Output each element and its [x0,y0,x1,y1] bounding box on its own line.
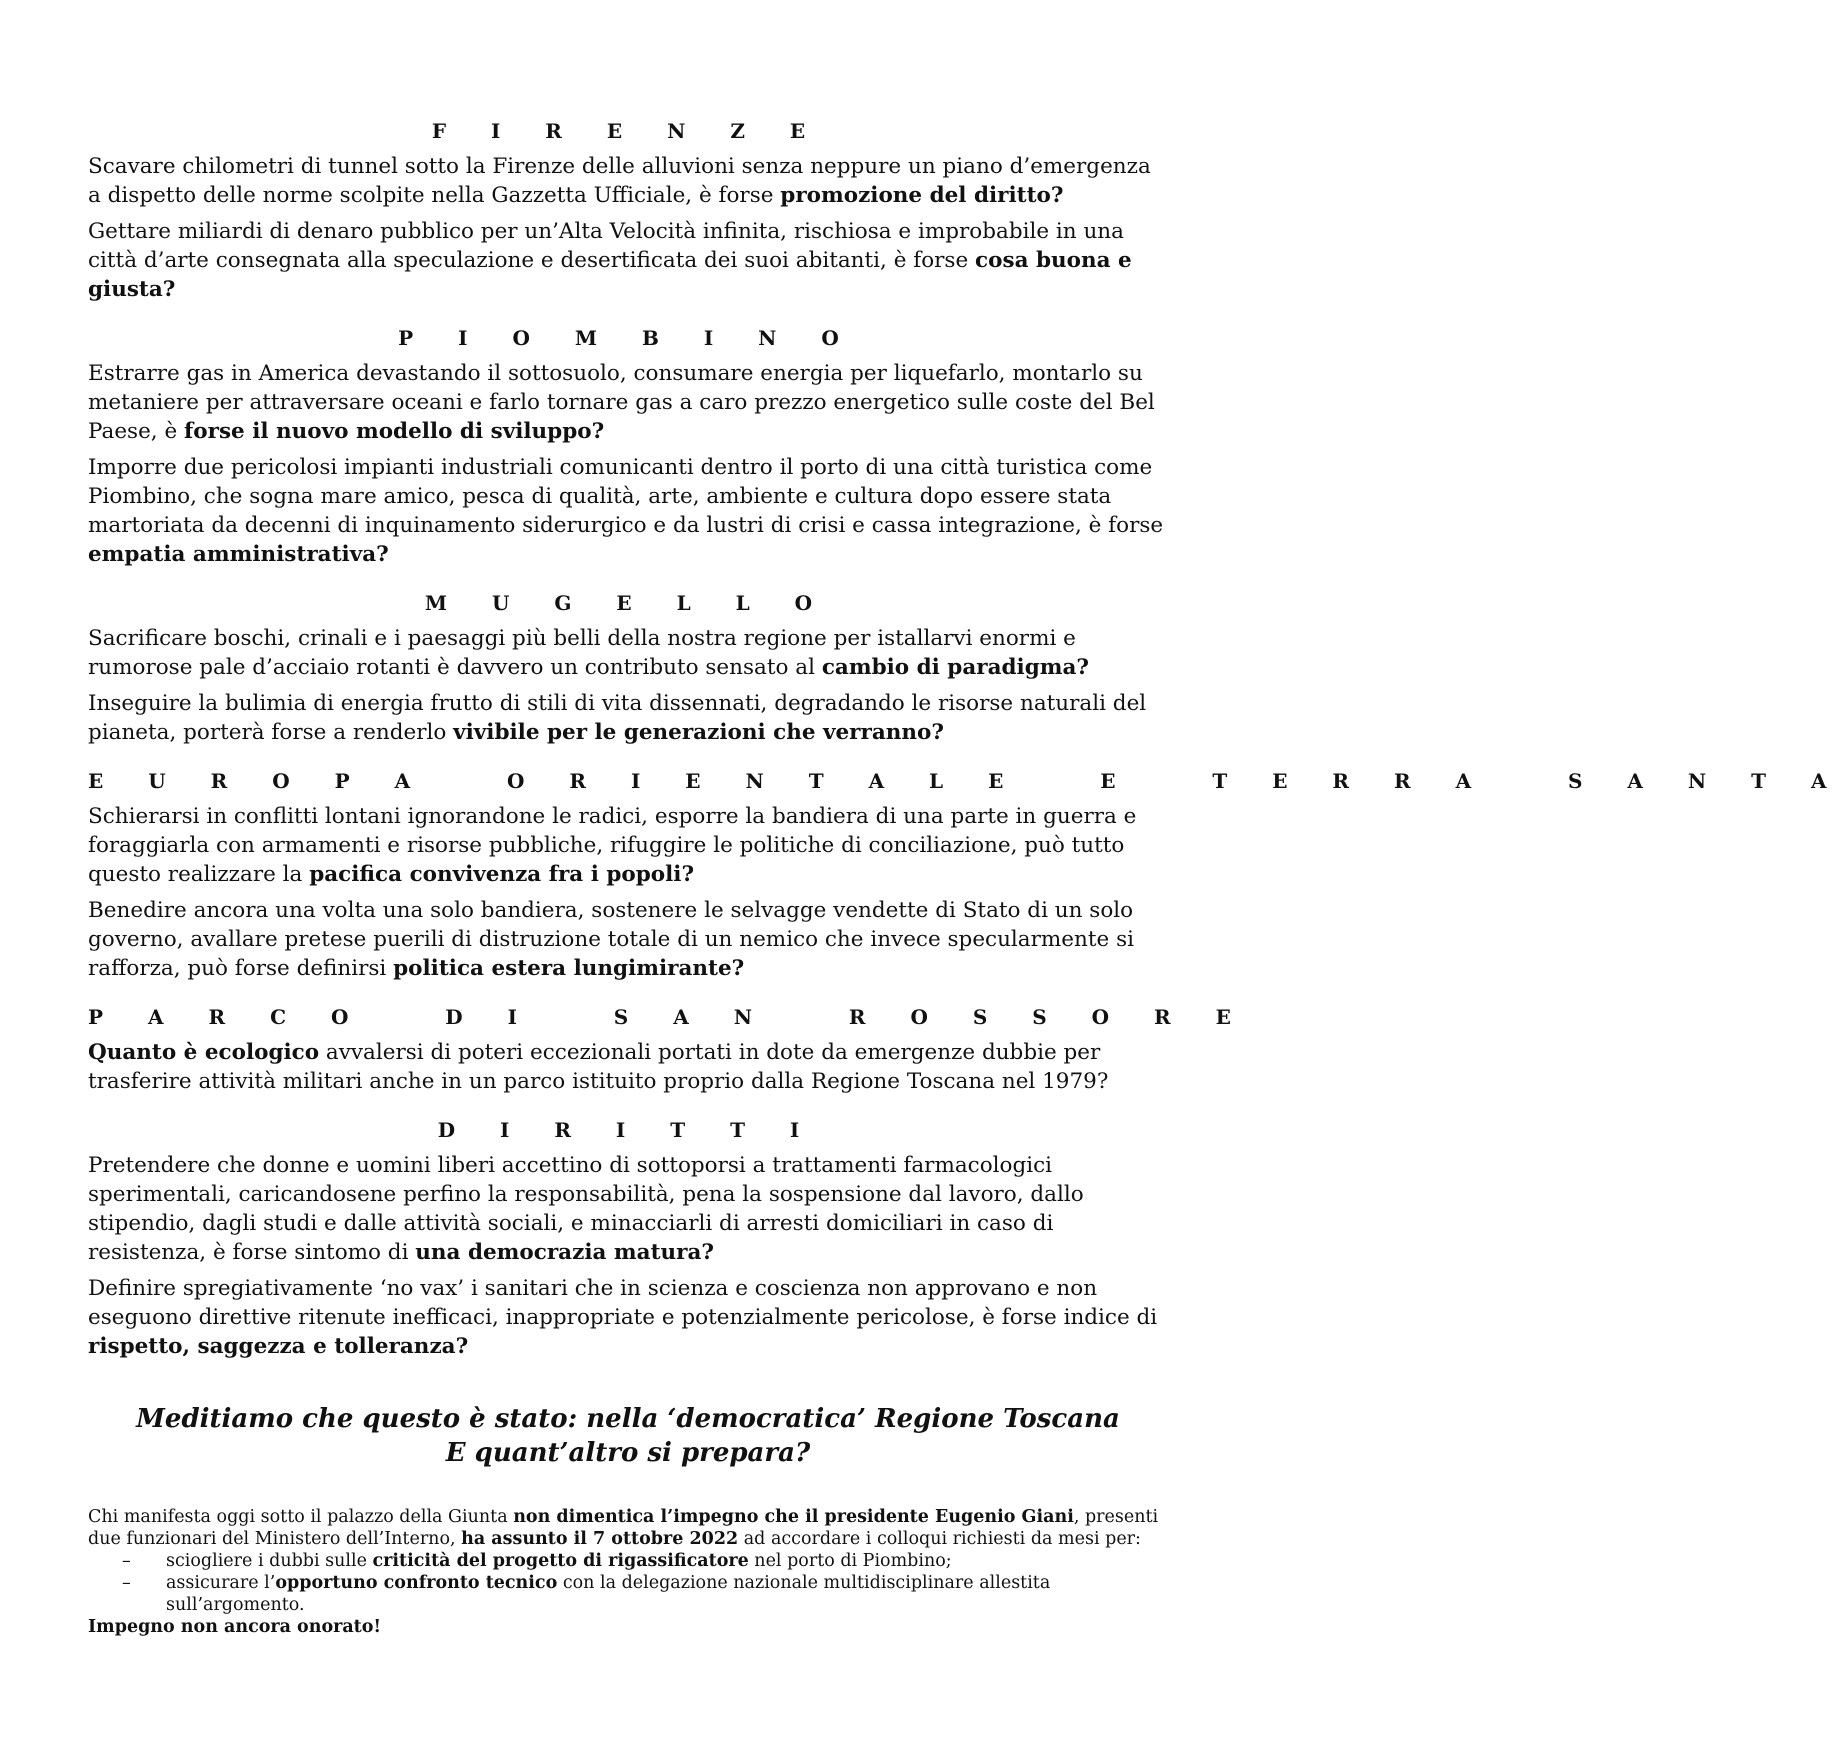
closing-final: Impegno non ancora onorato! [88,1617,382,1637]
section-heading-europa-orientale: E U R O P A O R I E N T A L E E T E R R A S A N T A [88,769,1845,793]
section-heading-firenze: F I R E N Z E [431,119,825,143]
paragraph: Benedire ancora una volta una solo bandiera, sostenere le selvagge vendette di Stato di un solo governo, avallare pretese puerili di distruzione totale di un nemico che invece specularmente si rafforza, può forse definirsi politica estera lungimirante? [88,898,1134,981]
paragraph: Schierarsi in conflitti lontani ignorandone le radici, esporre la bandiera di una parte in guerra e foraggiarla con armamenti e risorse pubbliche, rifuggire le politiche di conciliazione, può tutto questo realizzare la pacifica convivenza fra i popoli? [88,804,1137,887]
list-item: – assicurare l’opportuno confronto tecnico con la delegazione nazionale multidisciplinare allestita sull’argomento. [122,1573,1051,1615]
section-heading-san-rossore: P A R C O D I S A N R O S S O R E [88,1005,1250,1029]
paragraph: Estrarre gas in America devastando il sottosuolo, consumare energia per liquefarlo, montarlo su metaniere per attraversare oceani e farlo tornare gas a caro prezzo energetico sulle coste del Bel Paese, è forse il nuovo modello di sviluppo? [88,361,1155,444]
section-heading-mugello: M U G E L L O [424,591,832,615]
paragraph: Sacrificare boschi, crinali e i paesaggi più belli della nostra regione per istallarvi enormi e rumorose pale d’acciaio rotanti è davvero un contributo sensato al cambio di paradigma? [88,626,1090,680]
document-page [88,118,1845,1638]
paragraph: Pretendere che donne e uomini liberi accettino di sottoporsi a trattamenti farmacologici sperimentali, caricandosene perfino la responsabilità, pena la sospensione dal lavoro, dallo stipendio, dagli studi e dalle attività sociali, e minacciarli di arresti domiciliari in caso di resistenza, è forse sintomo di una democrazia matura? [88,1153,1084,1265]
paragraph: Inseguire la bulimia di energia frutto di stili di vita dissennati, degradando le risorse naturali del pianeta, porterà forse a renderlo vivibile per le generazioni che verranno? [88,691,1147,745]
list-item: – sciogliere i dubbi sulle criticità del progetto di rigassificatore nel porto di Piombino; [122,1551,952,1571]
paragraph: Imporre due pericolosi impianti industriali comunicanti dentro il porto di una città turistica come Piombino, che sogna mare amico, pesca di qualità, arte, ambiente e cultura dopo essere stata martoriata da decenni di inquinamento siderurgico e da lustri di crisi e cassa integrazione, è forse empatia amministrativa? [88,455,1164,567]
motto-line-2: E quant’altro si prepara? [445,1438,811,1468]
closing-list [88,1550,1168,1616]
section-heading-diritti: D I R I T T I [437,1118,819,1142]
paragraph: Gettare miliardi di denaro pubblico per un’Alta Velocità infinita, rischiosa e improbabile in una città d’arte consegnata alla speculazione e desertificata dei suoi abitanti, è forse cosa buona e giusta? [88,219,1132,302]
section-heading-piombino: P I O M B I N O [398,326,858,350]
paragraph: Definire spregiativamente ‘no vax’ i sanitari che in scienza e coscienza non approvano e non eseguono direttive ritenute inefficaci, inappropriate e potenzialmente pericolose, è forse indice di rispetto, saggezza e tolleranza? [88,1276,1158,1359]
paragraph: Quanto è ecologico avvalersi di poteri eccezionali portati in dote da emergenze dubbie per trasferire attività militari anche in un parco istituito proprio dalla Regione Toscana nel 1979? [88,1040,1109,1094]
paragraph: Scavare chilometri di tunnel sotto la Firenze delle alluvioni senza neppure un piano d’emergenza a dispetto delle norme scolpite nella Gazzetta Ufficiale, è forse promozione del diritto? [88,154,1151,208]
motto-line-1: Meditiamo che questo è stato: nella ‘democratica’ Regione Toscana [136,1404,1120,1434]
closing-paragraph: Chi manifesta oggi sotto il palazzo della Giunta non dimentica l’impegno che il presidente Eugenio Giani, presenti due funzionari del Ministero dell’Interno, ha assunto il 7 ottobre 2022 ad accordare i colloqui richiesti da mesi per: [88,1507,1159,1549]
